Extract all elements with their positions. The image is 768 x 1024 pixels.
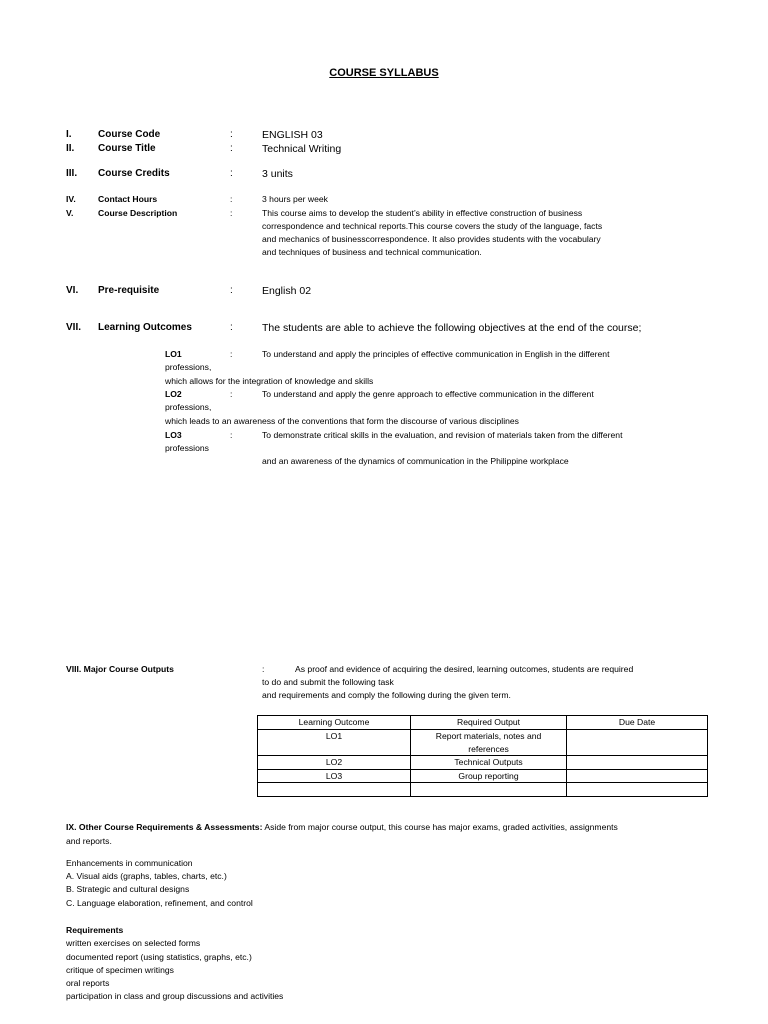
item-number: IV. bbox=[66, 194, 76, 204]
item-colon: : bbox=[230, 285, 233, 296]
requirements-heading: Requirements bbox=[66, 925, 124, 935]
section-heading: IX. Other Course Requirements & Assessments: bbox=[66, 822, 263, 832]
table-cell: LO1 bbox=[258, 730, 411, 756]
table-cell bbox=[258, 783, 411, 797]
item-value: ENGLISH 03 bbox=[262, 129, 323, 141]
outcome-text: professions, bbox=[165, 402, 212, 412]
table-row bbox=[258, 730, 708, 756]
item-colon: : bbox=[230, 143, 233, 154]
item-label: Contact Hours bbox=[98, 194, 158, 204]
outcome-text: professions bbox=[165, 443, 209, 453]
item-value: 3 hours per week bbox=[262, 194, 328, 204]
table-cell bbox=[411, 730, 567, 756]
item-colon: : bbox=[230, 168, 233, 179]
table-cell: Group reporting bbox=[411, 769, 567, 783]
table-row bbox=[258, 756, 708, 770]
table-cell: LO3 bbox=[258, 769, 411, 783]
table-cell bbox=[567, 756, 708, 770]
item-colon: : bbox=[262, 664, 265, 674]
section-heading: VIII. Major Course Outputs bbox=[66, 664, 174, 674]
outcome-text: To understand and apply the principles of effective communication in English in the different bbox=[262, 349, 610, 359]
outcome-colon: : bbox=[230, 349, 233, 359]
item-number: VII. bbox=[66, 322, 82, 333]
page-title: COURSE SYLLABUS bbox=[329, 67, 439, 79]
item-value: English 02 bbox=[262, 285, 312, 297]
outcome-colon: : bbox=[230, 389, 233, 399]
item-label: Course Title bbox=[98, 143, 156, 154]
outcome-text: and an awareness of the dynamics of communication in the Philippine workplace bbox=[262, 456, 569, 466]
list-item: written exercises on selected forms bbox=[66, 938, 201, 948]
enhancements-heading: Enhancements in communication bbox=[66, 858, 193, 868]
description-line: and mechanics of businesscorrespondence. It also provides students with the vocabulary bbox=[262, 234, 601, 244]
other-requirements-text: Aside from major course output, this course has major exams, graded activities, assignments bbox=[264, 822, 618, 832]
table-cell: LO2 bbox=[258, 756, 411, 770]
table-cell bbox=[567, 730, 708, 756]
table-cell bbox=[567, 783, 708, 797]
table-row bbox=[258, 769, 708, 783]
item-value: The students are able to achieve the following objectives at the end of the course; bbox=[262, 322, 642, 334]
item-colon: : bbox=[230, 322, 233, 333]
other-requirements-line bbox=[66, 822, 618, 832]
outcome-code: LO1 bbox=[165, 349, 182, 359]
description-line: This course aims to develop the student’s ability in effective construction of business bbox=[262, 208, 583, 218]
list-item: critique of specimen writings bbox=[66, 965, 174, 975]
item-label: Learning Outcomes bbox=[98, 322, 192, 333]
list-item: participation in class and group discussions and activities bbox=[66, 991, 284, 1001]
column-header: Required Output bbox=[411, 716, 567, 730]
item-value: 3 units bbox=[262, 168, 293, 180]
column-header: Due Date bbox=[567, 716, 708, 730]
description-line: correspondence and technical reports.This course covers the study of the language, facts bbox=[262, 221, 603, 231]
item-number: V. bbox=[66, 208, 74, 218]
list-item: C. Language elaboration, refinement, and control bbox=[66, 898, 253, 908]
other-requirements-text: and reports. bbox=[66, 836, 112, 846]
table-row bbox=[258, 783, 708, 797]
cell-line: references bbox=[468, 743, 509, 754]
outcome-code: LO3 bbox=[165, 430, 182, 440]
outputs-text: and requirements and comply the following during the given term. bbox=[262, 690, 511, 700]
table-header-row bbox=[258, 716, 708, 730]
item-colon: : bbox=[230, 208, 233, 218]
item-label: Pre-requisite bbox=[98, 285, 160, 296]
outcome-colon: : bbox=[230, 430, 233, 440]
list-item: A. Visual aids (graphs, tables, charts, etc.) bbox=[66, 871, 227, 881]
item-colon: : bbox=[230, 129, 233, 140]
item-number: III. bbox=[66, 168, 78, 179]
outcome-text: professions, bbox=[165, 362, 212, 372]
outcome-code: LO2 bbox=[165, 389, 182, 399]
item-number: VI. bbox=[66, 285, 79, 296]
list-item: oral reports bbox=[66, 978, 110, 988]
item-value: Technical Writing bbox=[262, 143, 342, 155]
item-label: Course Description bbox=[98, 208, 178, 218]
item-colon: : bbox=[230, 194, 233, 204]
table-cell: Technical Outputs bbox=[411, 756, 567, 770]
list-item: documented report (using statistics, graphs, etc.) bbox=[66, 952, 252, 962]
outputs-table bbox=[257, 715, 708, 797]
table-cell bbox=[411, 783, 567, 797]
outputs-text: to do and submit the following task bbox=[262, 677, 394, 687]
item-number: I. bbox=[66, 129, 72, 140]
outputs-text: As proof and evidence of acquiring the desired, learning outcomes, students are required bbox=[295, 664, 634, 674]
description-line: and techniques of business and technical communication. bbox=[262, 247, 482, 257]
outcome-text: which leads to an awareness of the conventions that form the discourse of various disciplines bbox=[165, 416, 519, 426]
outcome-text: which allows for the integration of knowledge and skills bbox=[165, 376, 374, 386]
outcome-text: To understand and apply the genre approach to effective communication in the different bbox=[262, 389, 594, 399]
item-label: Course Credits bbox=[98, 168, 170, 179]
item-number: II. bbox=[66, 143, 75, 154]
list-item: B. Strategic and cultural designs bbox=[66, 884, 190, 894]
column-header: Learning Outcome bbox=[258, 716, 411, 730]
outcome-text: To demonstrate critical skills in the evaluation, and revision of materials taken from the different bbox=[262, 430, 623, 440]
cell-line: Report materials, notes and bbox=[435, 731, 542, 741]
item-label: Course Code bbox=[98, 129, 161, 140]
table-cell bbox=[567, 769, 708, 783]
